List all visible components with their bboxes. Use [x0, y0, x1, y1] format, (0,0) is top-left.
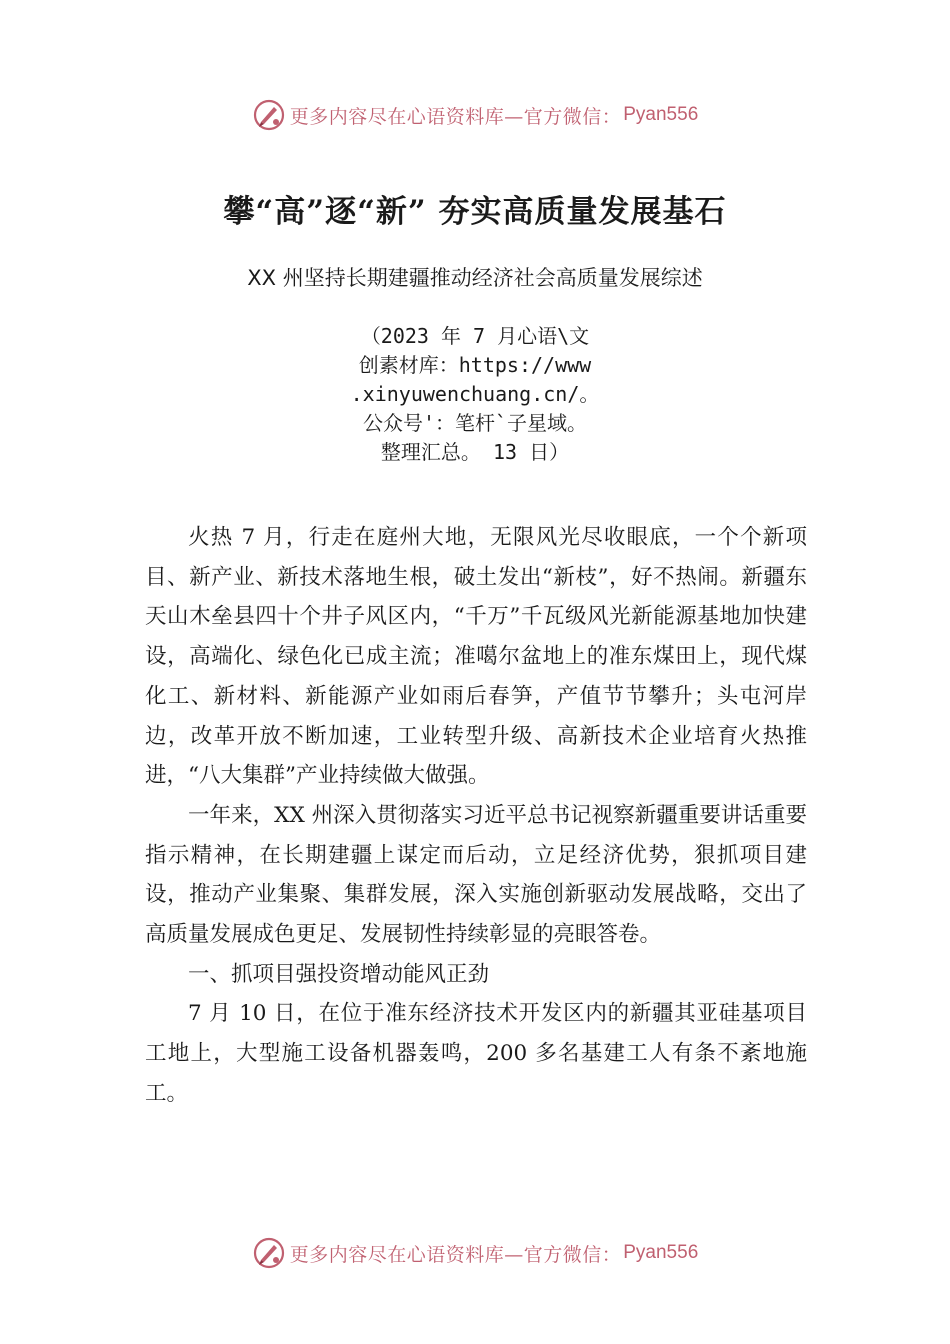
paragraph: 火热 7 月，行走在庭州大地，无限风光尽收眼底，一个个新项目、新产业、新技术落地生根，破土发出“新枝”，好不热闹。新疆东天山木垒县四十个井子风区内，“千万”千瓦级风光新能源基地加快建设，高端化、绿色化已成主流；准噶尔盆地上的准东煤田上，现代煤化工、新材料、新能源产业如雨后春笋，产值节节攀升；头屯河岸边，改革开放不断加速，工业转型升级、高新技术企业培育火热推进，“八大集群”产业持续做大做强。 — [145, 525, 807, 789]
source-line: 创素材库：https://www — [358, 353, 592, 377]
paragraph: 一年来，XX 州深入贯彻落实习近平总书记视察新疆重要讲话重要指示精神，在长期建疆上谋定而后动，立足经济优势，狠抓项目建设，推动产业集聚、集群发展，深入实施创新驱动发展战略，交出了高质量发展成色更足、发展韧性持续彰显的亮眼答卷。 — [145, 802, 807, 948]
source-note — [300, 322, 650, 467]
source-line: 公众号'：笔杆`子星域。 — [362, 411, 588, 435]
pen-logo-icon — [252, 1236, 286, 1270]
footer-watermark — [0, 1233, 950, 1273]
watermark-wechat-id: Pyan556 — [623, 1242, 699, 1263]
source-line: 整理汇总。 13 日） — [380, 440, 570, 464]
source-line: .xinyuwenchuang.cn/。 — [350, 382, 600, 406]
watermark-text: 更多内容尽在心语资料库—官方微信： — [289, 105, 622, 128]
paragraph: 7 月 10 日，在位于准东经济技术开发区内的新疆其亚硅基项目工地上，大型施工设备机器轰鸣，200 多名基建工人有条不紊地施工。 — [145, 1001, 807, 1106]
article-subtitle: XX 州坚持长期建疆推动经济社会高质量发展综述 — [247, 266, 703, 290]
pen-logo-icon — [252, 98, 286, 132]
watermark-wechat-id: Pyan556 — [623, 104, 699, 125]
section-heading: 一、抓项目强投资增动能风正劲 — [188, 961, 490, 987]
watermark-text: 更多内容尽在心语资料库—官方微信： — [289, 1243, 622, 1266]
header-watermark — [0, 95, 950, 135]
source-line: （2023 年 7 月心语\文 — [360, 324, 590, 348]
article-title: 攀“高”逐“新” 夯实高质量发展基石 — [223, 194, 727, 230]
article-body — [145, 518, 807, 1114]
